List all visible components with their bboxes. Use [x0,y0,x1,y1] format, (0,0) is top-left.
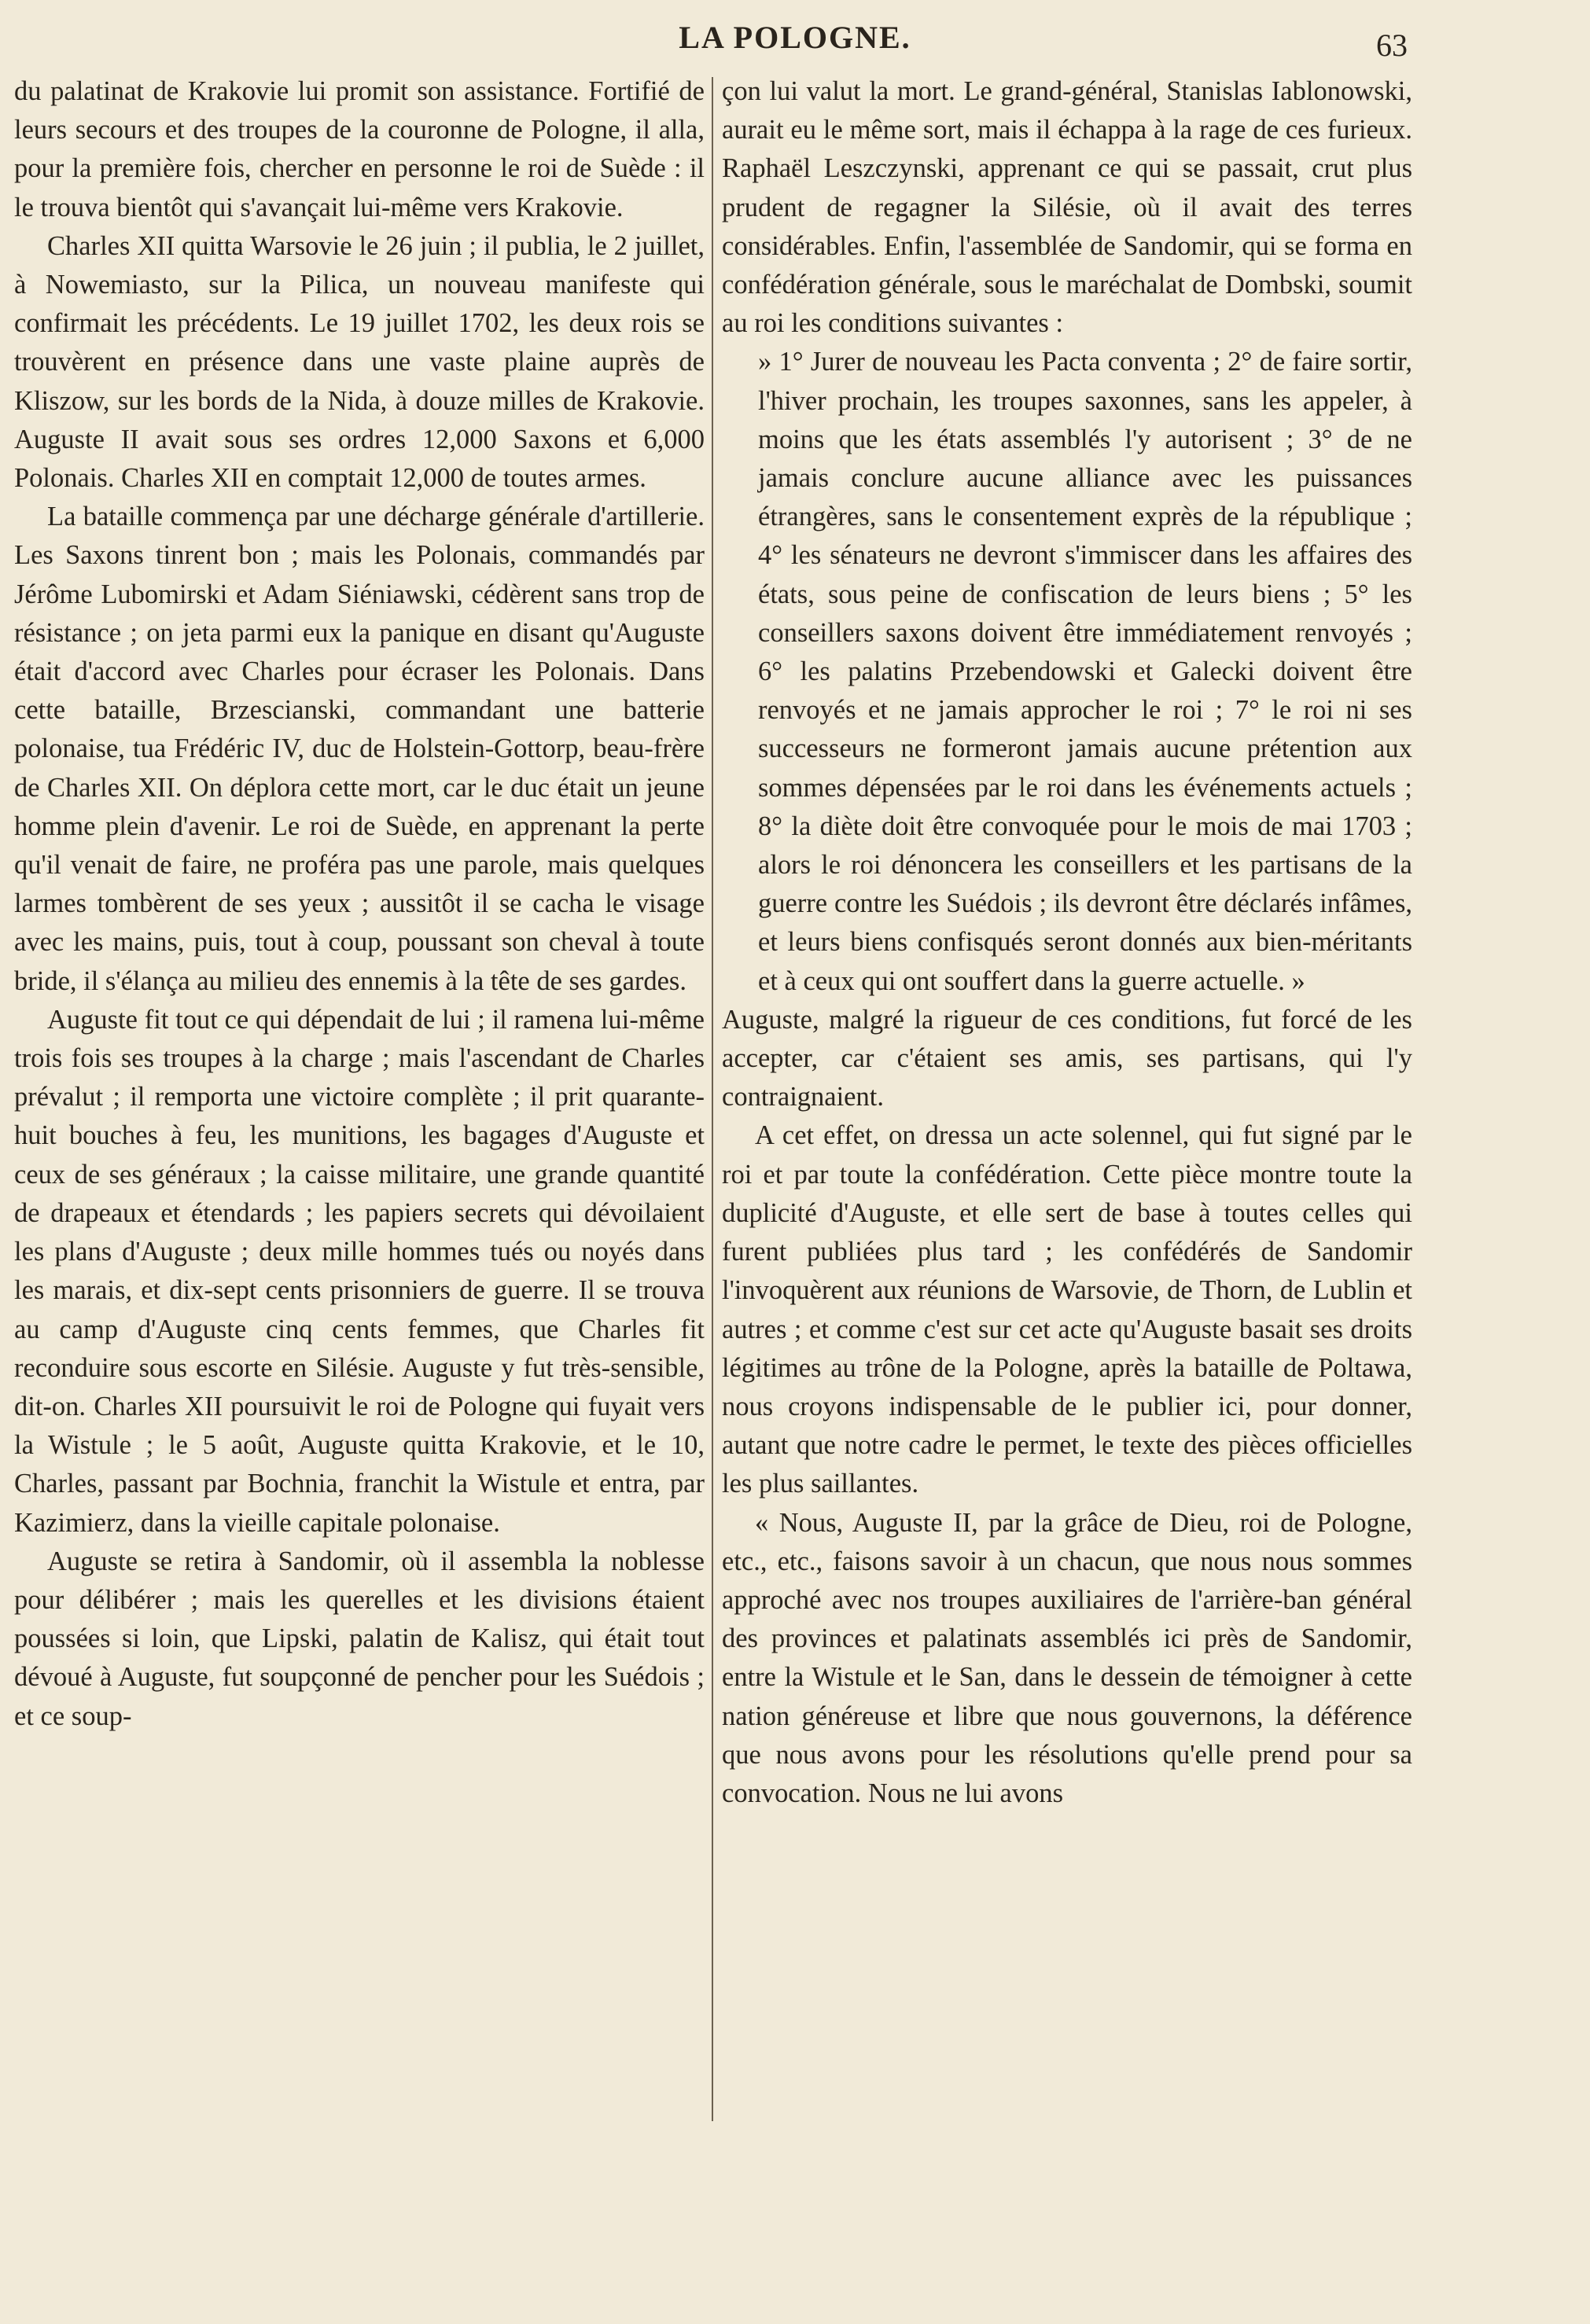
page-number: 63 [1376,28,1408,63]
paragraph: Auguste se retira à Sandomir, où il assembla la noblesse pour délibérer ; mais les querelles et les divisions étaient poussées si loin, que Lipski, palatin de Kalisz, qui était tout dévoué à Auguste, fut soupçonné de pencher pour les Suédois ; et ce soup- [14,1546,705,1731]
left-column [14,72,705,1736]
column-divider [712,77,713,2121]
quoted-conditions: » 1° Jurer de nouveau les Pacta conventa ; 2° de faire sortir, l'hiver prochain, les troupes saxonnes, sans les appeler, à moins que les états assemblés l'y autorisent ; 3° de ne jamais conclure aucune alliance avec les puissances étrangères, sans le consentement exprès de la république ; 4° les sénateurs ne devront s'immiscer dans les affaires des états, sous peine de confiscation de leurs biens ; 5° les conseillers saxons doivent être immédiatement renvoyés ; 6° les palatins Przebendowski et Galecki doivent être renvoyés et ne jamais approcher le roi ; 7° le roi ni ses successeurs ne formeront jamais aucune prétention aux sommes dépensées par le roi dans les événements actuels ; 8° la diète doit être convoquée pour le mois de mai 1703 ; alors le roi dénoncera les conseillers et les partisans de la guerre contre les Suédois ; ils devront être déclarés infâmes, et leurs biens confisqués seront donnés aux bien-méritants et à ceux qui ont souffert dans la guerre actuelle. » [758,347,1412,996]
paragraph: çon lui valut la mort. Le grand-général, Stanislas Iablonowski, aurait eu le même sort, mais il échappa à la rage de ces furieux. Raphaël Leszczynski, apprenant ce qui se passait, crut plus prudent de regagner la Silésie, où il avait des terres considérables. Enfin, l'assemblée de Sandomir, qui se forma en confédération générale, sous le maréchalat de Dombski, soumit au roi les conditions suivantes : [722,76,1412,339]
paragraph: Auguste, malgré la rigueur de ces conditions, fut forcé de les accepter, car c'étaient ses amis, ses partisans, qui l'y contraignaient. [722,1004,1412,1112]
paragraph: du palatinat de Krakovie lui promit son assistance. Fortifié de leurs secours et des troupes de la couronne de Pologne, il alla, pour la première fois, chercher en personne le roi de Suède : il le trouva bientôt qui s'avançait lui-même vers Krakovie. [14,76,705,222]
paragraph: « Nous, Auguste II, par la grâce de Dieu, roi de Pologne, etc., etc., faisons savoir à un chacun, que nous nous sommes approché avec nos troupes auxiliaires de l'arrière-ban général des provinces et palatinats assemblés ici près de Sandomir, entre la Wistule et le San, dans le dessein de témoigner à cette nation généreuse et libre que nous gouvernons, la déférence que nous avons pour les résolutions qu'elle prend pour sa convocation. Nous ne lui avons [722,1507,1412,1808]
running-title: LA POLOGNE. [679,20,911,55]
paragraph: A cet effet, on dressa un acte solennel, qui fut signé par le roi et par toute la confédération. Cette pièce montre toute la duplicité d'Auguste, et elle sert de base à toutes celles qui furent publiées plus tard ; les confédérés de Sandomir l'invoquèrent aux réunions de Warsovie, de Thorn, de Lublin et autres ; et comme c'est sur cet acte qu'Auguste basait ses droits légitimes au trône de la Pologne, après la bataille de Poltawa, nous croyons indispensable de le publier ici, pour donner, autant que notre cadre le permet, le texte des pièces officielles les plus saillantes. [722,1120,1412,1499]
paragraph: Charles XII quitta Warsovie le 26 juin ; il publia, le 2 juillet, à Nowemiasto, sur la Pilica, un nouveau manifeste qui confirmait les précédents. Le 19 juillet 1702, les deux rois se trouvèrent en présence dans une vaste plaine auprès de Kliszow, sur les bords de la Nida, à douze milles de Krakovie. Auguste II avait sous ses ordres 12,000 Saxons et 6,000 Polonais. Charles XII en comptait 12,000 de toutes armes. [14,230,705,494]
right-column [722,72,1412,1813]
page-header [0,19,1590,66]
paragraph: La bataille commença par une décharge générale d'artillerie. Les Saxons tinrent bon ; mais les Polonais, commandés par Jérôme Lubomirski et Adam Siéniawski, cédèrent sans trop de résistance ; on jeta parmi eux la panique en disant qu'Auguste était d'accord avec Charles pour écraser les Polonais. Dans cette bataille, Brzescianski, commandant une batterie polonaise, tua Frédéric IV, duc de Holstein-Gottorp, beau-frère de Charles XII. On déplora cette mort, car le duc était un jeune homme plein d'avenir. Le roi de Suède, en apprenant la perte qu'il venait de faire, ne proféra pas une parole, mais quelques larmes tombèrent de ses yeux ; aussitôt il se cacha le visage avec les mains, puis, tout à coup, poussant son cheval à toute bride, il s'élança au milieu des ennemis à la tête de ses gardes. [14,502,705,996]
paragraph: Auguste fit tout ce qui dépendait de lui ; il ramena lui-même trois fois ses troupes à la charge ; mais l'ascendant de Charles prévalut ; il remporta une victoire complète ; il prit quarante-huit bouches à feu, les munitions, les bagages d'Auguste et ceux de ses généraux ; la caisse militaire, une grande quantité de drapeaux et étendards ; les papiers secrets qui dévoilaient les plans d'Auguste ; deux mille hommes tués ou noyés dans les marais, et dix-sept cents prisonniers de guerre. Il se trouva au camp d'Auguste cinq cents femmes, que Charles fit reconduire sous escorte en Silésie. Auguste y fut très-sensible, dit-on. Charles XII poursuivit le roi de Pologne qui fuyait vers la Wistule ; le 5 août, Auguste quitta Krakovie, et le 10, Charles, passant par Bochnia, franchit la Wistule et entra, par Kazimierz, dans la vieille capitale polonaise. [14,1004,705,1538]
